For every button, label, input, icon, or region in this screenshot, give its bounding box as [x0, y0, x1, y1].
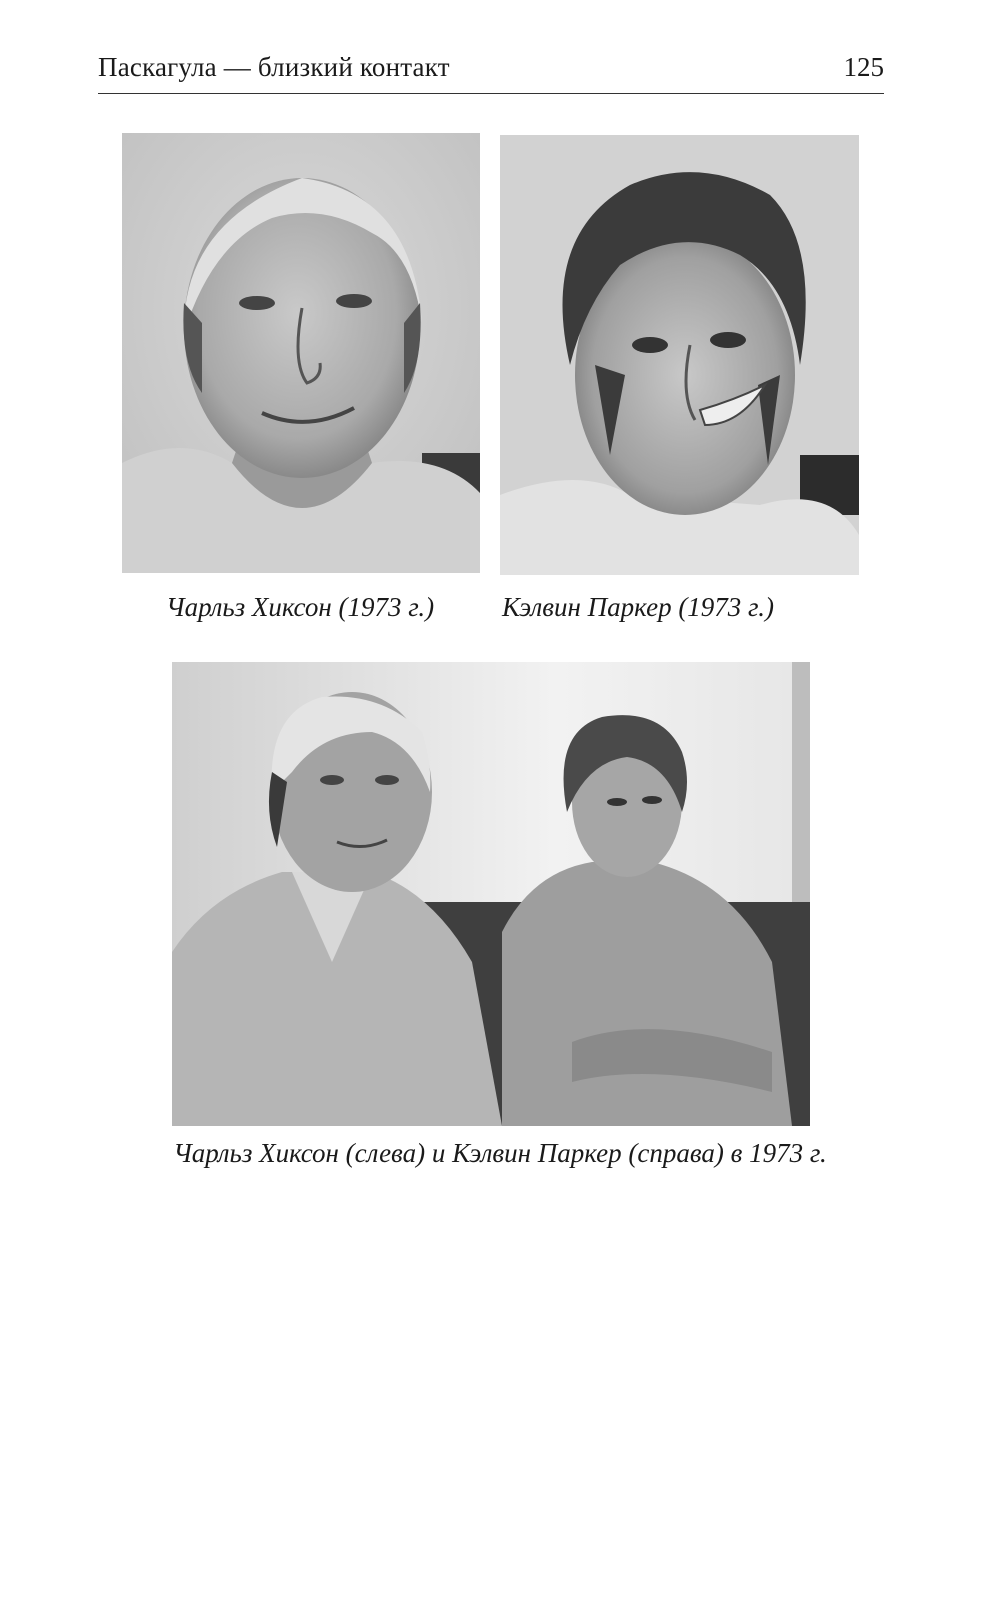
running-title: Паскагула — близкий контакт [98, 52, 450, 82]
page-number: 125 [843, 52, 884, 82]
photo-charles-hickson [122, 133, 480, 573]
header-rule [98, 93, 884, 94]
caption-parker: Кэлвин Паркер (1973 г.) [502, 592, 774, 622]
photo-hickson-and-parker [172, 662, 810, 1126]
caption-group-photo: Чарльз Хиксон (слева) и Кэлвин Паркер (справа) в 1973 г. [173, 1138, 827, 1168]
running-head [98, 52, 884, 88]
photo-calvin-parker [500, 135, 859, 575]
caption-hickson: Чарльз Хиксон (1973 г.) [166, 592, 435, 622]
